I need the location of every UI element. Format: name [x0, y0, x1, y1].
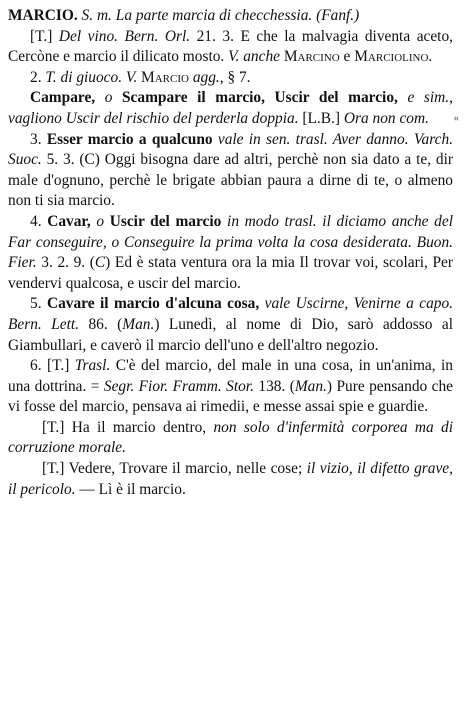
entry-text: il diciamo anche del Far conseguire, o Conseguire la prima volta la cosa desiderata. Buon. Fier. — [8, 212, 453, 272]
entry-text: 6. [T.] — [30, 357, 75, 375]
entry-text: [T.] Vedere, Trovare il marcio, nelle cose; — [42, 460, 307, 478]
entry-text: — Lì è il marcio. — [75, 480, 186, 498]
dictionary-entry-e5 — [8, 212, 453, 294]
dictionary-entry-e8 — [8, 418, 453, 459]
entry-text: [T.] Ha il marcio dentro, — [42, 418, 214, 436]
entry-text: o — [96, 212, 105, 230]
entry-text: 3. 2. 9. ( — [36, 254, 95, 272]
entry-text: Segr. Fior. Framm. Stor. — [103, 377, 254, 395]
entry-text: Trasl. — [74, 357, 111, 375]
entry-text: V. anche — [228, 48, 280, 66]
entry-text: Cavar, — [47, 212, 97, 230]
margin-mark: « — [453, 112, 459, 124]
entry-text: non solo d'infermità corporea ma di corruzione morale. — [8, 418, 453, 457]
entry-text: S. m. — [81, 7, 112, 24]
dictionary-entry-e9 — [8, 459, 453, 500]
entry-text: La parte marcia di checchessia. — [115, 7, 313, 24]
entry-text: e — [339, 48, 355, 66]
entry-text: 5. — [30, 295, 47, 313]
entry-text: il vizio, il difetto grave, il pericolo. — [8, 460, 453, 498]
entry-text: Man. — [294, 377, 327, 395]
entry-list — [8, 6, 453, 500]
entry-text: T. di giuoco. V. — [45, 68, 138, 86]
entry-text: 138. ( — [253, 377, 295, 395]
entry-text: vale Uscirne, Venirne a capo. Bern. Lett. — [8, 295, 453, 333]
entry-text: ) Ed è stata ventura ora la mia Il trovar voi, scolari, Per vendervi qualcosa, e uscir del marcio. — [8, 254, 453, 292]
entry-text: 2. — [30, 68, 46, 86]
entry-text: o — [104, 89, 113, 107]
entry-text: Man. — [122, 315, 155, 333]
entry-text: , — [449, 89, 453, 107]
dictionary-entry-e6 — [8, 294, 453, 356]
entry-text: Del vino. Bern. Orl. — [58, 27, 191, 45]
entry-text: in modo trasl. — [227, 212, 317, 230]
entry-text: [T.] — [30, 27, 53, 45]
entry-text: Cavare il marcio d'alcuna cosa, — [46, 295, 260, 313]
entry-text: 21. 3. E che la malvagia diventa aceto, Cercòne e marcio il dilicato mosto. — [8, 27, 454, 66]
dictionary-entry-e3 — [8, 88, 453, 129]
entry-text: Esser marcio a qualcuno — [46, 130, 213, 148]
entry-text: , § 7. — [219, 68, 251, 86]
dictionary-entry-e0 — [8, 6, 453, 27]
dictionary-entry-e1 — [8, 27, 453, 68]
entry-text: [L.B.] — [298, 109, 344, 127]
entry-text: 5. 3. (C) Oggi bisogna dare ad altri, perchè non sia dato a te, dir male d'ognuno, perchè le brigate abbian paura a dirne di te, o almeno non ti sia marcio. — [8, 151, 453, 210]
entry-text: 4. — [30, 212, 48, 230]
dictionary-entry-e7 — [8, 356, 453, 418]
entry-text: Marcio — [141, 68, 189, 86]
entry-text: Marciolino. — [354, 48, 433, 66]
dictionary-entry-e2 — [8, 68, 453, 89]
entry-text: Scampare il marcio, Uscir del marcio, — [112, 89, 398, 107]
entry-text: Ora non com. — [343, 109, 429, 127]
entry-text: C'è del marcio, del male in una cosa, in un'anima, in una dottrina. = — [8, 357, 453, 395]
entry-text: 86. ( — [79, 315, 123, 333]
entry-text: Uscir del marcio — [104, 212, 222, 230]
entry-text: agg. — [192, 68, 220, 86]
entry-text: MARCIO. — [8, 7, 78, 24]
entry-text: vagliono Uscir del rischio del perderla doppia. — [8, 109, 299, 127]
entry-text: Campare, — [30, 89, 105, 107]
entry-text: (Fanf.) — [316, 7, 360, 24]
entry-text: vale in sen. trasl. Aver danno. Varch. Suoc. — [8, 130, 453, 169]
entry-text: e sim. — [407, 89, 450, 107]
dictionary-entry-e4 — [8, 130, 453, 212]
entry-text: ) Lunedì, al nome di Dio, sarò addosso al Giambullari, e caverò il marcio dell'uno e dell'altro negozio. — [8, 315, 453, 354]
entry-text: 3. — [30, 130, 47, 148]
entry-text: C — [94, 254, 106, 272]
entry-text: Marcino — [283, 48, 340, 66]
entry-text: ) Pure pensando che vi fosse del marcio, pensava ai rimedii, e messe assai spie e guardie. — [8, 377, 453, 416]
